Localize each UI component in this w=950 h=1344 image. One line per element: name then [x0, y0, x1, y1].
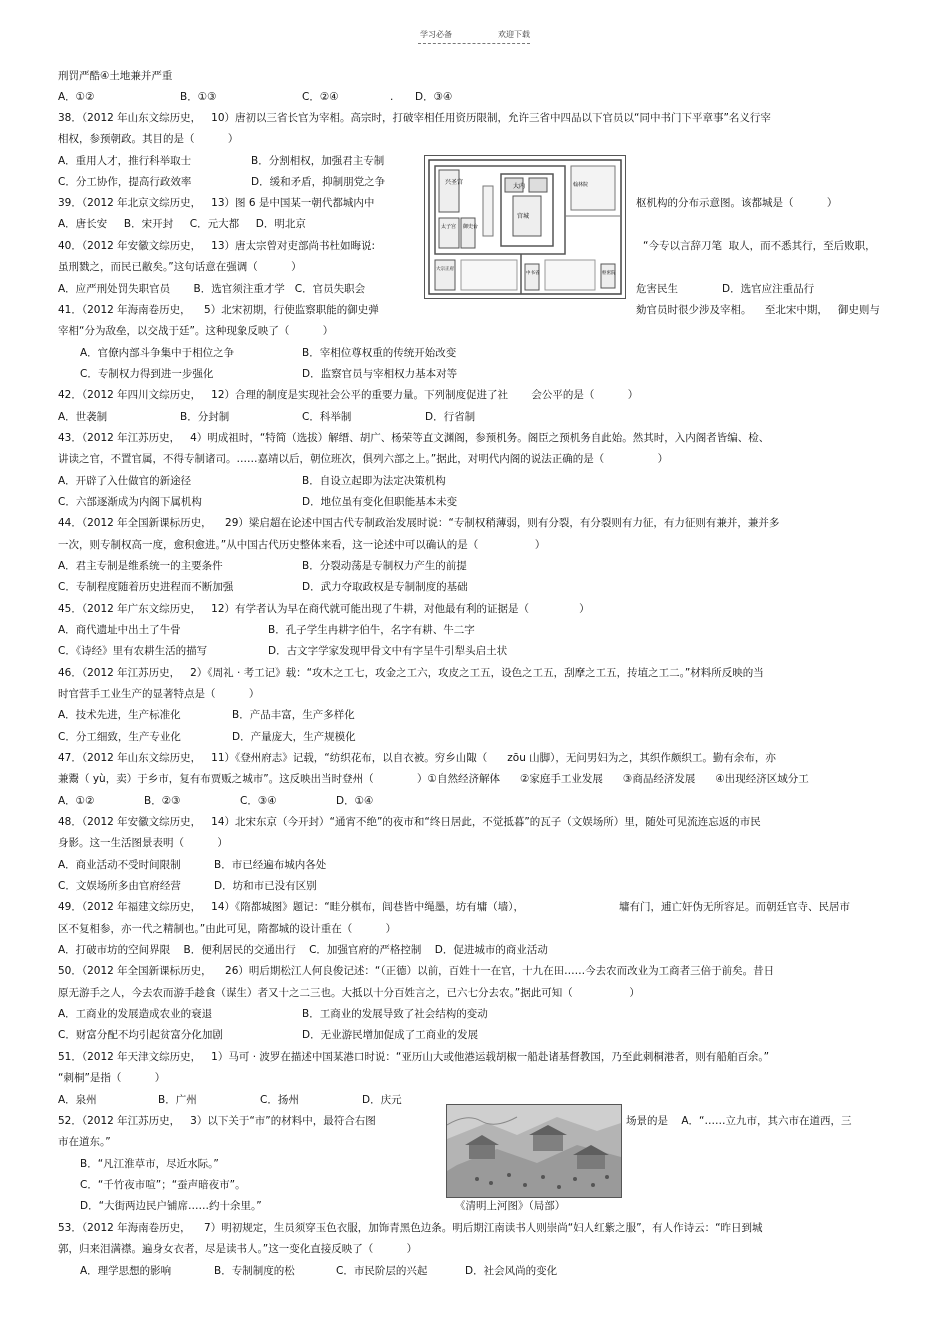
capital-map-drawing: [425, 156, 625, 298]
header-left: 学习必备: [420, 30, 452, 39]
page-header: [418, 29, 530, 44]
text-line: A．唐长安 B．宋开封 C．元大都 D．明北京: [58, 218, 306, 230]
map-label: 兴圣宫: [445, 179, 464, 186]
text-line: D．庆元: [362, 1094, 402, 1106]
text-line: A．工商业的发展造成农业的衰退: [58, 1008, 213, 1020]
text-line: C．分工细致，生产专业化: [58, 731, 181, 743]
capital-map-figure: [424, 155, 626, 299]
text-line: D．社会风尚的变化: [465, 1265, 558, 1277]
text-line: B．自设立起即为法定决策机构: [302, 475, 446, 487]
text-line: 53．（2012 年海南卷历史， 7）明初规定，生员须穿玉色衣服，加饰青黑色边条。明后期江南读书人则崇尚“妇人红紫之服”，有人作诗云：“昨日到城: [58, 1222, 763, 1234]
text-line: B．广州: [158, 1094, 197, 1106]
text-line: A．①②: [58, 795, 95, 807]
text-line: 48．（2012 年安徽文综历史， 14）北宋东京（今开封）“通宵不绝”的夜市和“终日居此，不觉抵暮”的瓦子（文娱场所）里，随处可见流连忘返的市民: [58, 816, 761, 828]
text-line: 讲读之官，不置官属，不得专制诸司。……嘉靖以后，朝位班次，俱列六部之上。”据此，对明代内阁的说法正确的是（ ）: [58, 453, 669, 465]
text-line: B．宰相位尊权重的传统开始改变: [302, 347, 457, 359]
text-line: A．重用人才，推行科举取士: [58, 155, 192, 167]
text-line: A．应严刑处罚失职官员 B．选官须注重才学 C．官员失职会: [58, 283, 366, 295]
text-line: C．“千竹夜市喧”；“蚕声暗夜市”。: [80, 1179, 246, 1191]
map-label: 太子宫: [441, 224, 457, 230]
text-line: 38．（2012 年山东文综历史， 10）唐初以三省长官为宰相。高宗时，打破宰相任用资历限制，允许三省中四品以下官员以“同中书门下平章事”名义行宰: [58, 112, 771, 124]
text-line: D．地位虽有变化但职能基本未变: [302, 496, 458, 508]
text-line: B．孔子学生冉耕字伯牛，名字有耕、牛二字: [268, 624, 475, 636]
text-line: 43．（2012 年江苏历史， 4）明成祖时，“特简（选拔）解缙、胡广、杨荣等直文渊阁，参预机务。阁臣之预机务自此始。然其时，入内阁者皆编、检、: [58, 432, 770, 444]
text-line: 39．（2012 年北京文综历史， 13）图 6 是中国某一朝代都城内中: [58, 197, 375, 209]
text-line: D．③④: [415, 91, 453, 103]
map-label: 枢密院: [602, 271, 616, 276]
text-line: B．“凡江淮草市，尽近水际。”: [80, 1158, 219, 1170]
text-line: B．分封制: [180, 411, 230, 423]
text-line: D．产量庞大，生产规模化: [232, 731, 356, 743]
map-label: 宫城: [517, 213, 530, 220]
text-line: C．②④: [302, 91, 339, 103]
text-line: D．“大街两边民户铺席……约十余里。”: [80, 1200, 262, 1212]
text-line: D．无业游民增加促成了工商业的发展: [302, 1029, 479, 1041]
text-line: C．财富分配不均引起贫富分化加剧: [58, 1029, 223, 1041]
text-line: C．专制权力得到进一步强化: [80, 368, 214, 380]
header-right: 欢迎下载: [498, 30, 530, 39]
text-line: 42．（2012 年四川文综历史， 12）合理的制度是实现社会公平的重要力量。下列制度促进了社 会公平的是（ ）: [58, 389, 639, 401]
text-line: 虽刑戮之，而民已敝矣。”这句话意在强调（ ）: [58, 261, 302, 273]
text-line: D．监察官员与宰相权力基本对等: [302, 368, 458, 380]
text-line: B．分裂动荡是专制权力产生的前提: [302, 560, 467, 572]
text-line: 一次，则专制权高一度，愈积愈进。”从中国古代历史整体来看，这一论述中可以确认的是（ ）: [58, 539, 546, 551]
text-line: A．君主专制是维系统一的主要条件: [58, 560, 223, 572]
text-line: B．②③: [144, 795, 181, 807]
text-line: A．开辟了入仕做官的新途径: [58, 475, 192, 487]
text-line: 劾官员时很少涉及宰相。 至北宋中期， 御史则与: [636, 304, 880, 316]
map-label: 御史台: [463, 224, 479, 230]
qingming-painting-figure: [446, 1104, 622, 1198]
text-line: B．产品丰富，生产多样化: [232, 709, 355, 721]
text-line: C．分工协作，提高行政效率: [58, 176, 192, 188]
text-line: C．《诗经》里有农耕生活的描写: [58, 645, 208, 657]
map-label: 大内: [513, 183, 526, 190]
text-line: D．武力夺取政权是专制制度的基础: [302, 581, 468, 593]
text-line: 危害民生: [636, 283, 678, 295]
text-line: B．专制制度的松: [214, 1265, 295, 1277]
text-line: 墉有门，逋亡奸伪无所容足。而朝廷官寺、民居市: [619, 901, 850, 913]
map-label: 翰林院: [573, 182, 589, 188]
text-line: 原无游手之人，今去农而游手趁食（谋生）者又十之二三也。大抵以十分百姓言之，已六七分去农。”据此可知（ ）: [58, 987, 640, 999]
text-line: 区不复相参，亦一代之精制也。”由此可见，隋都城的设计重在（ ）: [58, 923, 397, 935]
text-line: 52．（2012 年江苏历史， 3）以下关于“市”的材料中，最符合右图: [58, 1115, 376, 1127]
text-line: B．分割相权，加强君主专制: [251, 155, 385, 167]
text-line: 《清明上河图》（局部）: [455, 1200, 566, 1212]
text-line: A．商代遗址中出土了牛骨: [58, 624, 181, 636]
text-line: A．打破市坊的空间界限 B．便利居民的交通出行 C．加强官府的严格控制 D．促进城市的商业活动: [58, 944, 548, 956]
text-line: 市在道东。”: [58, 1136, 111, 1148]
text-line: A．官僚内部斗争集中于相位之争: [80, 347, 235, 359]
qingming-painting-image: [447, 1105, 621, 1197]
text-line: D．选官应注重品行: [722, 283, 815, 295]
text-line: 相权，参预朝政。其目的是（ ）: [58, 133, 239, 145]
map-label: 中书省: [526, 271, 540, 276]
text-line: 40．（2012 年安徽文综历史， 13）唐太宗曾对吏部尚书杜如晦说:: [58, 240, 376, 252]
text-line: C．专制程度随着历史进程而不断加强: [58, 581, 234, 593]
map-label: 大宗正府: [436, 267, 454, 272]
text-line: 45．（2012 年广东文综历史， 12）有学者认为早在商代就可能出现了牛耕，对他最有利的证据是（ ）: [58, 603, 590, 615]
text-line: 时官营手工业生产的显著特点是（ ）: [58, 688, 260, 700]
text-line: 46．（2012 年江苏历史， 2）《周礼 · 考工记》载：“攻木之工七，攻金之工六，攻皮之工五，设色之工五，刮摩之工五，抟埴之工二。”材料所反映的当: [58, 667, 764, 679]
text-line: B．①③: [180, 91, 217, 103]
text-line: C．③④: [240, 795, 277, 807]
text-line: 刑罚严酷④土地兼并严重: [58, 70, 173, 82]
text-line: .: [390, 91, 394, 103]
text-line: 49．（2012 年福建文综历史， 14）《隋都城图》题记：“畦分棋布，闾巷皆中绳墨，坊有墉（墙），: [58, 901, 524, 913]
text-line: 郭，归来泪满襟。遍身女衣者，尽是读书人。”这一变化直接反映了（ ）: [58, 1243, 418, 1255]
text-line: 41．（2012 年海南卷历史， 5）北宋初期，行使监察职能的御史弹: [58, 304, 379, 316]
text-line: 47．（2012 年山东文综历史， 11）《登州府志》记载，“纺织花布，以自衣被。穷乡山陬（ zōu 山脚），无问男妇为之，其织作颇织工。勤有余布，亦: [58, 752, 776, 764]
text-line: D．坊和市已没有区别: [214, 880, 317, 892]
text-line: A．泉州: [58, 1094, 97, 1106]
text-line: 兼鬻（ yù，卖）于乡市，复有布贾贩之城市”。这反映出当时登州（ ）①自然经济解体 ②家庭手工业发展 ③商品经济发展 ④出现经济区域分工: [58, 773, 809, 785]
text-line: 枢机构的分布示意图。该都城是（ ）: [636, 197, 838, 209]
text-line: A．世袭制: [58, 411, 108, 423]
text-line: C．文娱场所多由官府经营: [58, 880, 181, 892]
text-line: B．工商业的发展导致了社会结构的变动: [302, 1008, 488, 1020]
text-line: D．①④: [336, 795, 374, 807]
text-line: B．市已经遍布城内各处: [214, 859, 327, 871]
text-line: A．理学思想的影响: [80, 1265, 172, 1277]
text-line: 场景的是 A．“……立九市，其六市在道西，三: [626, 1115, 852, 1127]
text-line: A．①②: [58, 91, 95, 103]
text-line: C．六部逐渐成为内阁下属机构: [58, 496, 202, 508]
text-line: C．扬州: [260, 1094, 299, 1106]
text-line: 宰相“分为敌垒，以交战于廷”。这种现象反映了（ ）: [58, 325, 334, 337]
text-line: C．科举制: [302, 411, 352, 423]
text-line: D．缓和矛盾，抑制朋党之争: [251, 176, 386, 188]
text-line: 50．（2012 年全国新课标历史， 26）明后期松江人何良俊记述：“（正德）以前，百姓十一在官，十九在田……今去农而改业为工商者三倍于前矣。昔日: [58, 965, 775, 977]
text-line: “刺桐”是指（ ）: [58, 1072, 166, 1084]
text-line: 51．（2012 年天津文综历史， 1）马可 · 波罗在描述中国某港口时说：“亚历山大或他港运载胡椒一船赴诸基督教国，乃至此刺桐港者，则有船舶百余。”: [58, 1051, 770, 1063]
text-line: C．市民阶层的兴起: [336, 1265, 428, 1277]
text-line: D．行省制: [425, 411, 476, 423]
text-line: D．古文字学家发现甲骨文中有字呈牛引犁头启土状: [268, 645, 508, 657]
text-line: A．技术先进，生产标准化: [58, 709, 181, 721]
text-line: “今专以言辞刀笔 取人，而不悉其行，至后败职，: [643, 240, 876, 252]
text-line: A．商业活动不受时间限制: [58, 859, 181, 871]
text-line: 44．（2012 年全国新课标历史， 29）梁启超在论述中国古代专制政治发展时说：“专制权稍薄弱，则有分裂，有分裂则有力征，有力征则有兼并，兼并多: [58, 517, 780, 529]
text-line: 身影。这一生活图景表明（ ）: [58, 837, 228, 849]
